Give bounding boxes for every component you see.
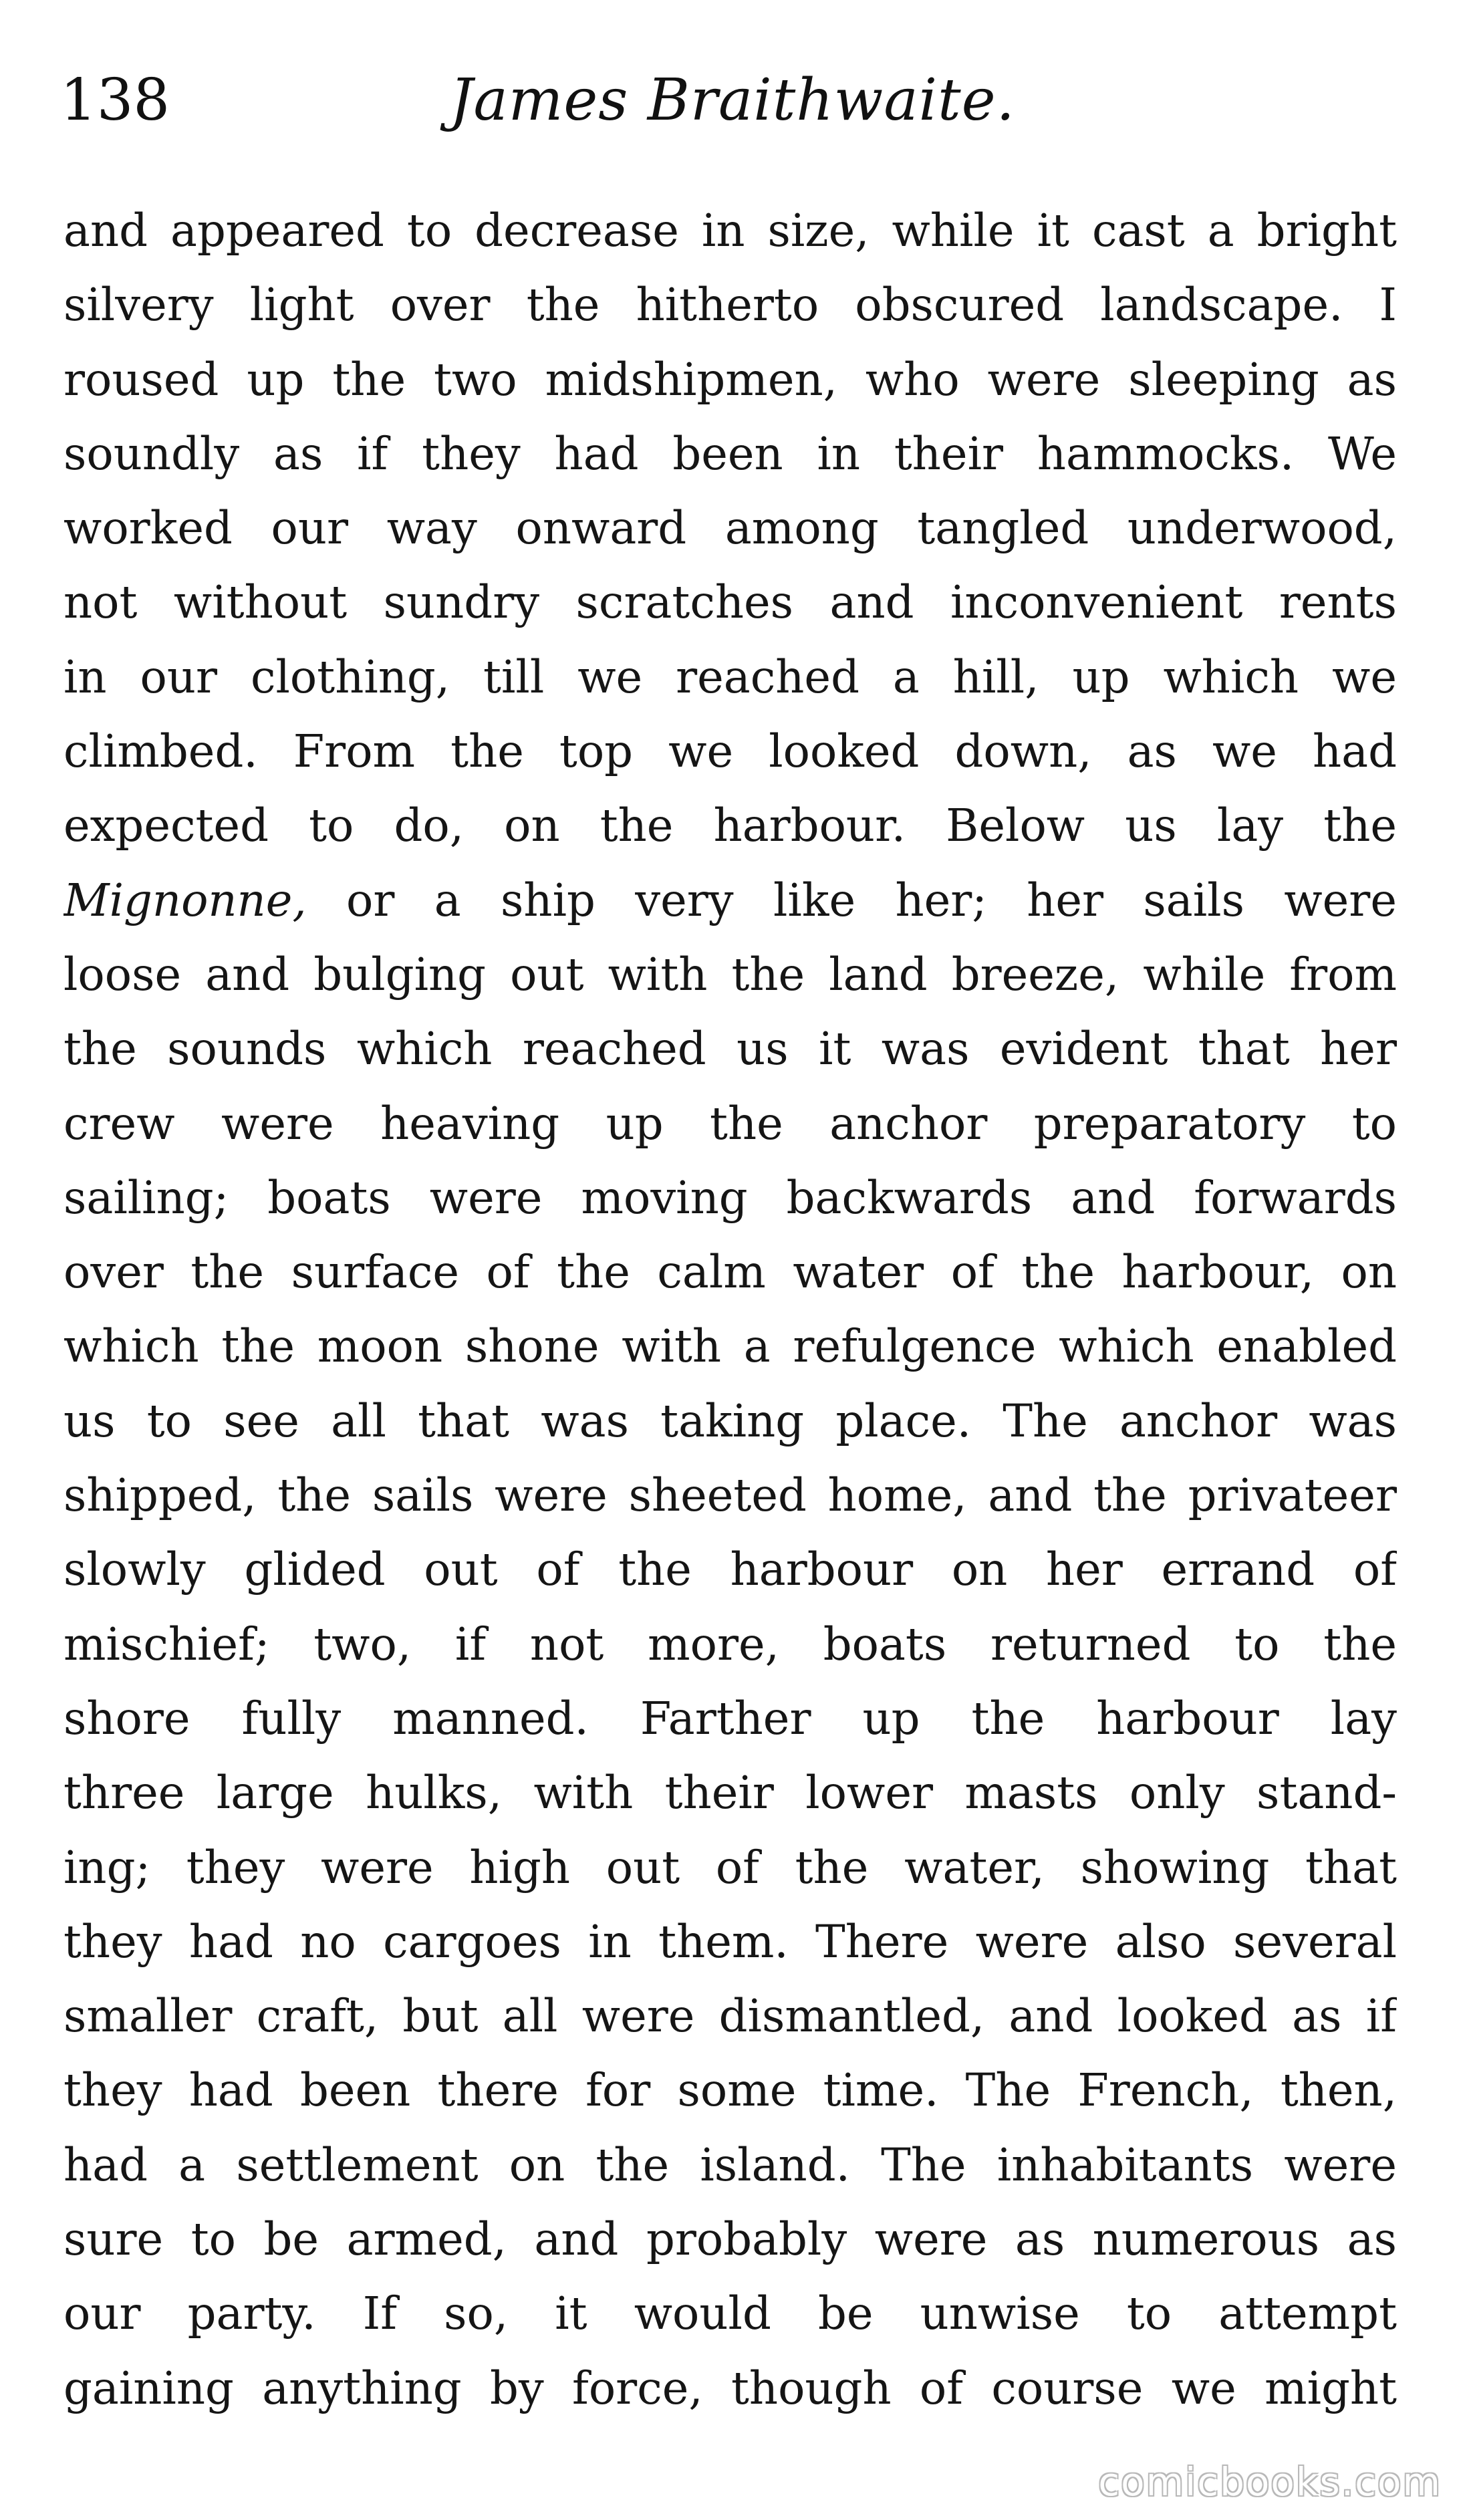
text-line-rest: or a ship very like her; her sails were bbox=[306, 874, 1397, 926]
text-line: sailing; boats were moving backwards and forwards bbox=[63, 1171, 1397, 1224]
text-line: in our clothing, till we reached a hill, up which we bbox=[63, 650, 1397, 703]
text-line: over the surface of the calm water of the harbour, on bbox=[63, 1246, 1397, 1299]
running-head: James Braithwaite. bbox=[450, 67, 1015, 134]
text-line-with-italic bbox=[63, 864, 1397, 938]
text-line: gaining anything by force, though of course we might bbox=[63, 2362, 1397, 2414]
text-line: us to see all that was taking place. The anchor was bbox=[63, 1394, 1397, 1447]
text-line: which the moon shone with a refulgence which enabled bbox=[63, 1320, 1397, 1373]
text-line: slowly glided out of the harbour on her errand of bbox=[63, 1543, 1397, 1596]
text-line: mischief; two, if not more, boats returned to the bbox=[63, 1618, 1397, 1670]
text-line: loose and bulging out with the land breeze, while from bbox=[63, 948, 1397, 1001]
page-header bbox=[60, 60, 1405, 140]
text-line: ing; they were high out of the water, showing that bbox=[63, 1841, 1397, 1894]
text-line: smaller craft, but all were dismantled, and looked as if bbox=[63, 1990, 1397, 2043]
text-line: and appeared to decrease in size, while it cast a bright bbox=[63, 205, 1397, 257]
text-line: soundly as if they had been in their hammocks. We bbox=[63, 427, 1397, 480]
text-line: the sounds which reached us it was evident that her bbox=[63, 1023, 1397, 1076]
text-line: silvery light over the hitherto obscured landscape. I bbox=[63, 279, 1397, 332]
text-line: had a settlement on the island. The inhabitants were bbox=[63, 2138, 1397, 2191]
text-line: shipped, the sails were sheeted home, and the privateer bbox=[63, 1469, 1397, 1522]
text-line: sure to be armed, and probably were as numerous as bbox=[63, 2213, 1397, 2266]
text-line: roused up the two midshipmen, who were sleeping as bbox=[63, 353, 1397, 406]
text-line: they had no cargoes in them. There were also several bbox=[63, 1915, 1397, 1968]
text-line: shore fully manned. Farther up the harbour lay bbox=[63, 1692, 1397, 1745]
text-line: not without sundry scratches and inconvenient rents bbox=[63, 576, 1397, 629]
text-line: expected to do, on the harbour. Below us lay the bbox=[63, 799, 1397, 852]
watermark: comicbooks.com bbox=[1098, 2459, 1442, 2505]
text-line: crew were heaving up the anchor preparatory to bbox=[63, 1097, 1397, 1150]
text-line: three large hulks, with their lower masts only stand- bbox=[63, 1767, 1397, 1819]
body-text bbox=[63, 194, 1397, 2426]
text-line: worked our way onward among tangled underwood, bbox=[63, 502, 1397, 555]
ship-name: Mignonne, bbox=[63, 874, 307, 926]
text-line: our party. If so, it would be unwise to attempt bbox=[63, 2287, 1397, 2340]
text-line: climbed. From the top we looked down, as we had bbox=[63, 725, 1397, 778]
text-line: they had been there for some time. The French, then, bbox=[63, 2064, 1397, 2117]
page-number: 138 bbox=[60, 67, 170, 134]
